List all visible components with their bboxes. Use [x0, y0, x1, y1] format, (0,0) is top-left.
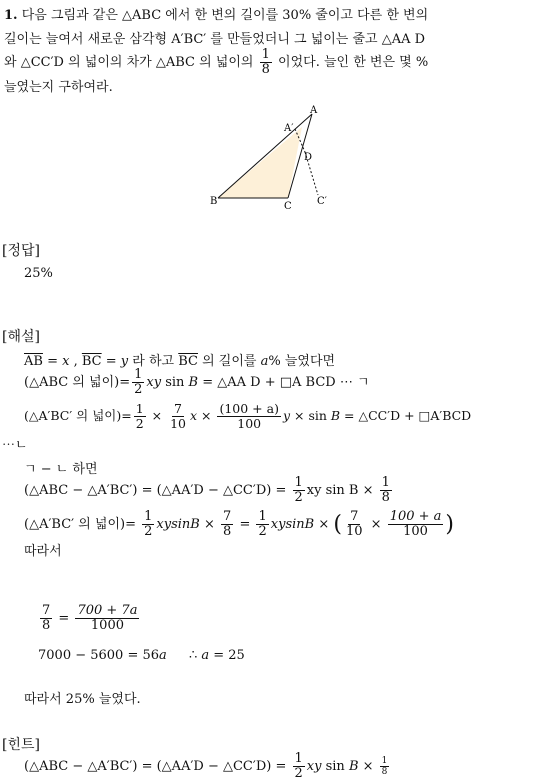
var-x: x — [62, 354, 70, 369]
frac-num: 7 — [223, 509, 232, 524]
text: 라 하고 — [128, 354, 179, 369]
solution-line-3 — [24, 402, 471, 431]
problem-fraction — [260, 48, 272, 77]
triangle-figure — [200, 100, 340, 215]
frac-num: 7 — [174, 401, 182, 416]
frac-den: 10 — [170, 416, 186, 431]
problem-text-1: 다음 그림과 같은 △ABC 에서 한 변의 길이를 30% 줄이고 다른 한 변의 — [21, 8, 429, 23]
frac-num: 1 — [144, 509, 153, 524]
fraction — [293, 752, 305, 781]
segment-ab: $\overline{AB}$ — [24, 354, 43, 369]
fraction — [134, 402, 146, 431]
frac-den: 8 — [381, 490, 390, 505]
text: sin — [321, 759, 349, 774]
var-y: y — [282, 408, 291, 423]
label-c: C — [284, 201, 292, 212]
fraction — [256, 510, 268, 539]
frac-den: 2 — [294, 766, 303, 781]
solution-line-9 — [38, 648, 245, 663]
frac-num: 7 — [350, 509, 359, 524]
var-xysinb: xysinB — [156, 517, 200, 532]
text: (△ABC − △A′BC′) = (△AA′D − △CC′D) = — [24, 483, 291, 498]
answer-header: [정답] — [2, 243, 40, 259]
text: × — [147, 408, 167, 423]
frac-den: 8 — [261, 62, 270, 77]
label-a-prime: A′ — [284, 123, 294, 134]
frac-num: 1 — [261, 47, 270, 62]
fraction — [293, 476, 305, 505]
paren-close: ) — [445, 512, 455, 537]
fraction — [40, 604, 52, 633]
problem-number: 1. — [4, 8, 18, 23]
solution-line-4: ㄱ − ㄴ 하면 — [24, 462, 98, 477]
solution-line-6 — [24, 510, 454, 539]
problem-text-3b: 이었다. 늘인 한 변은 몇 % — [278, 55, 429, 70]
frac-den: 2 — [134, 382, 143, 397]
text: (△A′BC′ 의 넓이)= — [24, 408, 132, 423]
frac-num: 100 + a — [389, 509, 442, 524]
segment-bc: $\overline{BC}$ — [178, 354, 198, 369]
text: = △AA D + □A BCD ⋯ ㄱ — [198, 375, 370, 390]
var-b: B — [330, 408, 341, 423]
text: = △CC′D + □A′BCD — [340, 408, 472, 423]
text: 의 길이를 — [197, 354, 261, 369]
problem-line-4: 늘였는지 구하여라. — [4, 80, 113, 95]
problem-line-1 — [4, 4, 428, 23]
frac-den: 1000 — [90, 618, 124, 633]
frac-den: 2 — [135, 416, 144, 431]
var-a: a — [201, 648, 210, 663]
frac-den: 2 — [258, 524, 267, 539]
solution-line-5 — [24, 476, 394, 505]
frac-num: 7 — [42, 603, 51, 618]
label-a: A — [310, 105, 318, 116]
label-c-prime: C′ — [317, 196, 327, 207]
fraction — [217, 402, 281, 431]
text: , — [69, 354, 82, 369]
fraction — [132, 368, 144, 397]
text: = — [54, 611, 74, 626]
fraction — [380, 476, 392, 505]
frac-num: 1 — [135, 401, 144, 416]
var-xysinb: xysinB — [270, 517, 315, 532]
solution-line-2 — [24, 368, 370, 397]
text: % 늘였다면 — [268, 354, 336, 369]
var-x: x — [189, 408, 198, 423]
text: = — [42, 354, 63, 369]
solution-line-3-wrap: ⋯ㄴ — [2, 438, 28, 453]
frac-num: 1 — [381, 475, 390, 490]
frac-den: 100 — [237, 416, 262, 431]
frac-den: 10 — [345, 524, 363, 539]
text: × — [366, 517, 386, 532]
frac-num: 1 — [294, 475, 303, 490]
text: × — [358, 759, 378, 774]
var-b: B — [188, 375, 199, 390]
var-xy: xy — [146, 375, 162, 390]
var-b: B — [348, 759, 359, 774]
fraction — [168, 402, 188, 431]
text: (△ABC − △A′BC′) = (△AA′D − △CC′D) = — [24, 759, 291, 774]
frac-num: 1 — [294, 751, 303, 766]
text: = — [235, 517, 255, 532]
solution-line-8 — [38, 604, 141, 633]
frac-num: 700 + 7a — [77, 603, 138, 618]
frac-num: 1 — [134, 367, 143, 382]
frac-den: 8 — [42, 618, 51, 633]
text: 7000 − 5600 = 56 — [38, 648, 160, 663]
fraction — [344, 510, 365, 539]
frac-den: 2 — [294, 490, 303, 505]
segment-bc: $\overline{BC}$ — [81, 354, 102, 369]
frac-den: 100 — [403, 524, 428, 539]
frac-num: (100 + a) — [219, 401, 279, 416]
frac-den: 8 — [381, 767, 388, 777]
problem-line-2: 길이는 늘여서 새로운 삼각형 A′BC′ 를 만들었더니 그 넓이는 줄고 △AA D — [4, 32, 426, 47]
frac-den: 2 — [144, 524, 153, 539]
var-a: a — [260, 354, 269, 369]
var-xy: xy — [306, 759, 322, 774]
text: × sin — [290, 408, 331, 423]
fraction — [142, 510, 154, 539]
frac-den: 8 — [223, 524, 232, 539]
frac-num: 1 — [258, 509, 267, 524]
fraction — [221, 510, 233, 539]
problem-text-3a: 와 △CC′D 의 넓이의 차가 △ABC 의 넓이의 — [4, 55, 254, 70]
var-y: y — [120, 354, 129, 369]
solution-line-10: 따라서 25% 늘였다. — [24, 692, 141, 707]
solution-line-7: 따라서 — [24, 544, 62, 559]
text: = — [101, 354, 121, 369]
label-b: B — [210, 196, 218, 207]
hint-header: [힌트] — [2, 737, 40, 753]
therefore: ∴ — [188, 648, 202, 663]
fraction — [380, 756, 390, 777]
text: × — [314, 517, 334, 532]
paren-open: ( — [333, 512, 342, 537]
hint-line — [24, 752, 391, 781]
problem-line-3 — [4, 48, 428, 77]
text: (△A′BC′ 의 넓이)= — [24, 517, 141, 532]
text: × — [199, 517, 220, 532]
fraction — [388, 510, 444, 539]
text: (△ABC 의 넓이)= — [24, 375, 131, 390]
frac-num: 1 — [381, 756, 388, 766]
solution-line-1 — [24, 350, 335, 369]
label-d: D — [304, 152, 313, 163]
solution-header: [해설] — [2, 329, 40, 345]
fraction — [75, 604, 139, 633]
text: xy sin B × — [306, 483, 378, 498]
text: × — [197, 408, 216, 423]
text: sin — [161, 375, 189, 390]
var-a: a — [159, 648, 167, 663]
text: = 25 — [209, 648, 245, 663]
answer-value: 25% — [24, 266, 53, 281]
